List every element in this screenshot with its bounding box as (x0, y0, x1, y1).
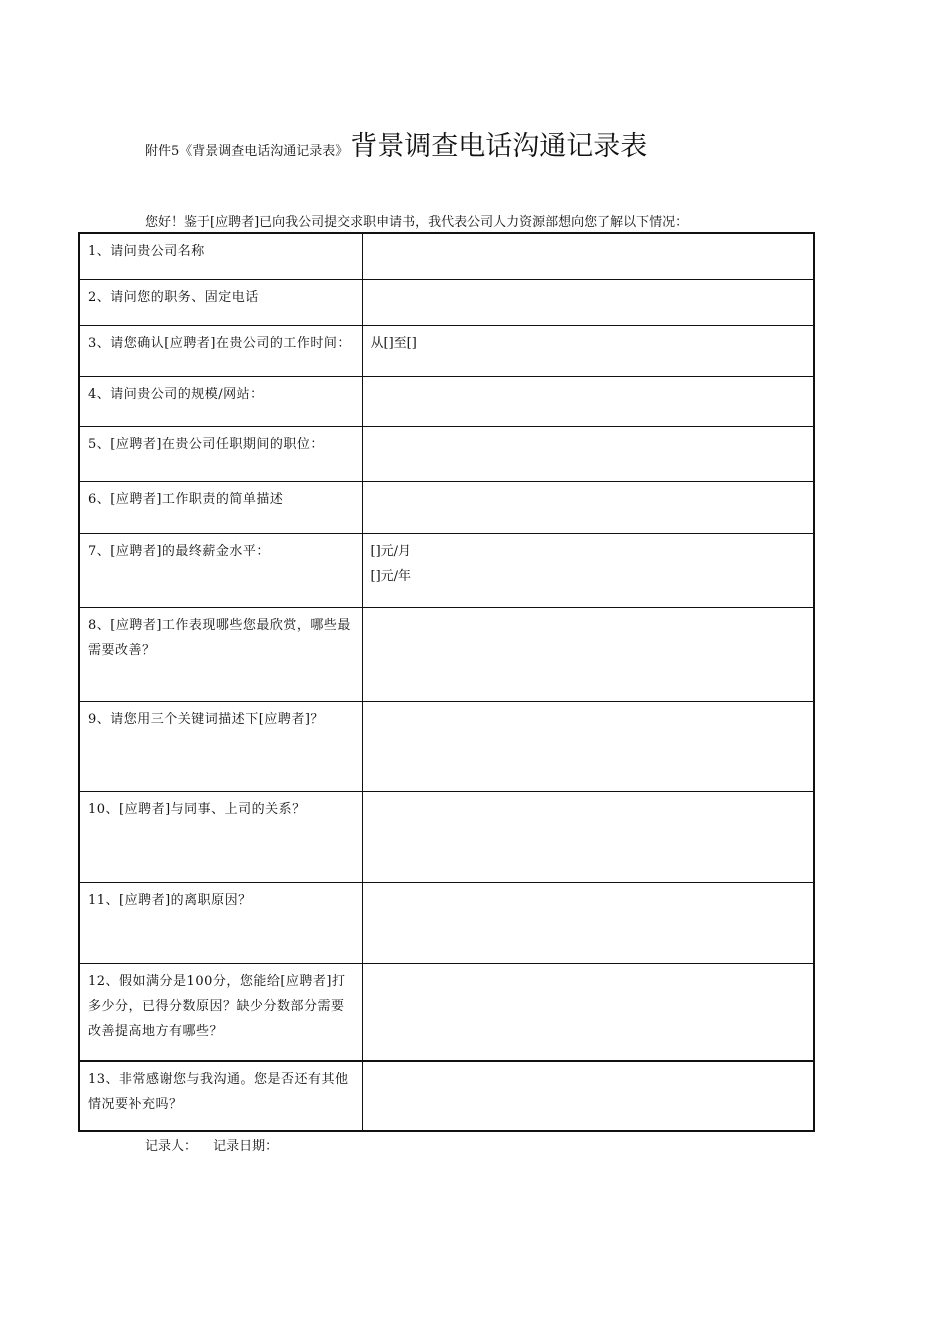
table-row (79, 279, 814, 325)
record-footer (145, 1135, 278, 1154)
form-title: 背景调查电话沟通记录表 (350, 131, 648, 162)
answer-cell[interactable] (362, 791, 814, 882)
question-cell: 12、假如满分是100分，您能给[应聘者]打多少分，已得分数原因？缺少分数部分需要改善提高地方有哪些？ (79, 963, 362, 1061)
answer-cell[interactable] (362, 701, 814, 791)
answer-cell[interactable] (362, 882, 814, 963)
question-cell: 13、非常感谢您与我沟通。您是否还有其他情况要补充吗？ (79, 1061, 362, 1131)
question-cell: 8、[应聘者]工作表现哪些您最欣赏，哪些最需要改善？ (79, 607, 362, 701)
attachment-label: 附件5《背景调查电话沟通记录表》 (145, 144, 349, 159)
question-cell: 10、[应聘者]与同事、上司的关系？ (79, 791, 362, 882)
answer-cell[interactable] (362, 1061, 814, 1131)
table-row (79, 963, 814, 1061)
answer-cell[interactable] (362, 533, 814, 607)
question-cell: 4、请问贵公司的规模/网站： (79, 376, 362, 426)
answer-cell[interactable] (362, 325, 814, 376)
answer-cell[interactable] (362, 963, 814, 1061)
question-cell: 1、请问贵公司名称 (79, 233, 362, 279)
question-cell: 6、[应聘者]工作职责的简单描述 (79, 481, 362, 533)
question-cell: 5、[应聘者]在贵公司任职期间的职位： (79, 426, 362, 481)
answer-cell[interactable] (362, 426, 814, 481)
table-row (79, 426, 814, 481)
recorder-label: 记录人： (145, 1139, 198, 1154)
answer-cell[interactable] (362, 376, 814, 426)
table-row (79, 233, 814, 279)
monthly-salary: []元/月 (370, 543, 412, 559)
table-row (79, 376, 814, 426)
question-cell: 7、[应聘者]的最终薪金水平： (79, 533, 362, 607)
table-row (79, 882, 814, 963)
page-title (145, 124, 647, 163)
answer-cell[interactable] (362, 279, 814, 325)
question-cell: 3、请您确认[应聘者]在贵公司的工作时间： (79, 325, 362, 376)
table-row (79, 481, 814, 533)
table-row (79, 607, 814, 701)
table-row (79, 701, 814, 791)
table-row (79, 325, 814, 376)
table-row (79, 1061, 814, 1131)
intro-text: 您好！鉴于[应聘者]已向我公司提交求职申请书，我代表公司人力资源部想向您了解以下情况： (145, 215, 689, 230)
background-check-table (78, 232, 815, 1132)
record-date-label: 记录日期： (213, 1139, 279, 1154)
answer-cell[interactable] (362, 481, 814, 533)
question-cell: 9、请您用三个关键词描述下[应聘者]？ (79, 701, 362, 791)
question-cell: 2、请问您的职务、固定电话 (79, 279, 362, 325)
answer-line: 从[]至[] (370, 335, 417, 351)
table-row (79, 791, 814, 882)
table-row (79, 533, 814, 607)
answer-cell[interactable] (362, 233, 814, 279)
answer-cell[interactable] (362, 607, 814, 701)
yearly-salary: []元/年 (370, 568, 412, 584)
question-cell: 11、[应聘者]的离职原因？ (79, 882, 362, 963)
